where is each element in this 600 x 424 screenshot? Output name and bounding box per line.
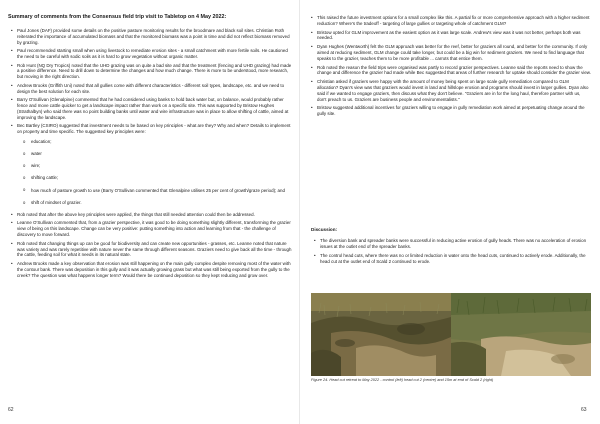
- list-item: • Andrew Brooks made a key observation that erosion was still happening on the main gully complex despite removing most of the water with the contour bank. There was deposition in this gully and it was actually growing grass but what was still being exported from the gully to the creek? The question was what happens longer term? Would there be continued deposition so they kept reducing and grow over.: [11, 261, 294, 279]
- principle-item: o how much of pasture growth to use (Barry O'Sullivan commented that Glenalpine utilises 25 per cent of growth/graze period); and: [23, 188, 294, 194]
- page-number-left: 62: [8, 407, 14, 413]
- list-item: • Rob Hunt (NQ Dry Tropics) noted that the UHD grazing was on quite a bad site and that the treatment (fencing and UHD grazing) had made a positive difference. Need to drill down to determine the changes and how much change. There is more to be understood, more research, but moving in the right direction.: [11, 63, 294, 81]
- principle-item: o shift of mindset of grazier.: [23, 200, 294, 206]
- principle-item: o water: [23, 151, 294, 157]
- list-item: • Paul recommended starting small when using livestock to remediate erosion sites - a small catchment with more fertile soils. He cautioned the need to be careful with sodic soils as it is hard to grow vegetation without organic matter.: [11, 48, 294, 60]
- figure-caption: Figure 24. Head cut retreat to May 2022 - control (left) head cut 2 (centre) and 15m at end of Scald 2 (right): [311, 378, 494, 382]
- principle-item: o wire;: [23, 163, 294, 169]
- list-item: • Rob noted that changing things up can be good for biodiversity and can create new opportunities - grasses, etc. Leanne noted that nature was variety and was rarely repetitive with nature never the same through different seasons. Graziers need to give back all the time - through the cattle, feeding soil for what it needs in its natural state.: [11, 241, 294, 259]
- principle-item: o shifting cattle;: [23, 175, 294, 181]
- head-cut-photo-left: [311, 293, 451, 376]
- summary-title: Summary of comments from the Consensus field trip visit to Tabletop on 4 May 2022:: [8, 14, 227, 20]
- principle-item: o education;: [23, 139, 294, 145]
- page-number-right: 63: [581, 407, 587, 413]
- list-item: • Dyan Hughes (Wentworth) felt the GLM approach was better for the reef, better for graziers all round, and better for the community. If only aimed at reducing sediment, GLM change could take longer, but could be a big win for sediment graziers. We need to find language that speaks to the grazier, teaches them to be more profitable ... carrots that entice them.: [311, 44, 591, 62]
- discussion-list: [314, 238, 591, 268]
- list-item: • Bristow opted for GLM improvement as the easiest option as it was large scale. Andrew's view was it was not better, perhaps both was needed.: [311, 30, 591, 42]
- left-bullet-list: [11, 28, 294, 281]
- list-item: • Barry O'Sullivan (Glenalpine) commented that he had considered using banks to hold back water but, on balance, would probably rather fence and move cattle quicker to get a landscape impact rather than work on a specific site. This was supported by Bristow Hughes (Strathalbyn) who said there was no point building banks until water and wire infrastructure was in place to allow shifting of cattle, aimed at improving the landscape.: [11, 97, 294, 121]
- principles-sublist: [23, 139, 294, 206]
- list-item: • Paul Jones (DAF) provided some details on the positive pasture monitoring results for the broodmare and black soil sites. Christian Roth reiterated the importance of accumulated biomass and that the monitored biomass was a point in time and did not reflect biomass removed by grazing.: [11, 28, 294, 46]
- discussion-heading: Discussion:: [311, 227, 338, 232]
- list-item: • Andrew Brooks (Griffith Uni) noted that all gullies come with different characteristics - different soil types, landscape, etc. and we need to design the best solution for each site.: [11, 83, 294, 95]
- list-item: • Bristow suggested additional incentives for graziers willing to engage in gully remediation work aimed at perpetuating change around the gully site.: [311, 105, 591, 117]
- list-item-principles: [11, 123, 294, 205]
- principles-intro: Bec Bartley (CSIRO) suggested that investment needs to be based on key principles - what are they? Why and when? Details to implement on property and time specific. The suggested key principles were:: [17, 123, 291, 135]
- right-bullet-list: [311, 15, 591, 120]
- head-cut-photo-right: [451, 293, 591, 376]
- list-item: • Leanne O'Sullivan commented that, from a grazier perspective, it was good to be doing something slightly different, transforming the grazier view of being on this landscape. Change can be very positive: putting something into action and learning from that - the challenge of discovery to move forward.: [11, 220, 294, 238]
- list-item: • The diversion bank and spreader banks were successful in reducing active erosion of gully heads. There was no acceleration of erosion issues at the outlet end of the spreader banks.: [314, 238, 591, 250]
- list-item: • Christian asked if graziers were happy with the amount of money being spent on large scale gully remediation compared to GLM allocation? Dyan's view was that graziers would invest in land and hillslope erosion and programs should invest in larger gullies. Dyan also said if we wanted to engage graziers, then discuss what they don't believe. "Graziers are in for the long haul, therefore partner with us, don't preach to us. Graziers are business people and environmentalists.": [311, 79, 591, 103]
- list-item: • Rob noted the reason the field trips were organised was partly to record grazier perspectives. Leanne said the reports need to show the change and difference the grazier had made while Bec suggested that areas of further research for uptake should consider the grazier view.: [311, 65, 591, 77]
- list-item: • The control head cuts, where there was no or limited reduction in water onto the head cuts, continued to actively erode. Additionally, the head cut at the outlet end of Scald 2 continued to erode.: [314, 253, 591, 265]
- list-item: • Rob noted that after the above key principles were applied, the things that still needed attention could then be addressed.: [11, 212, 294, 218]
- list-item: • This raised the future investment options for a small complex like this. A partial fix or more comprehensive approach with a higher sediment reduction? Where's the tradeoff - targeting of large gullies or targeting whole of catchment GLM?: [311, 15, 591, 27]
